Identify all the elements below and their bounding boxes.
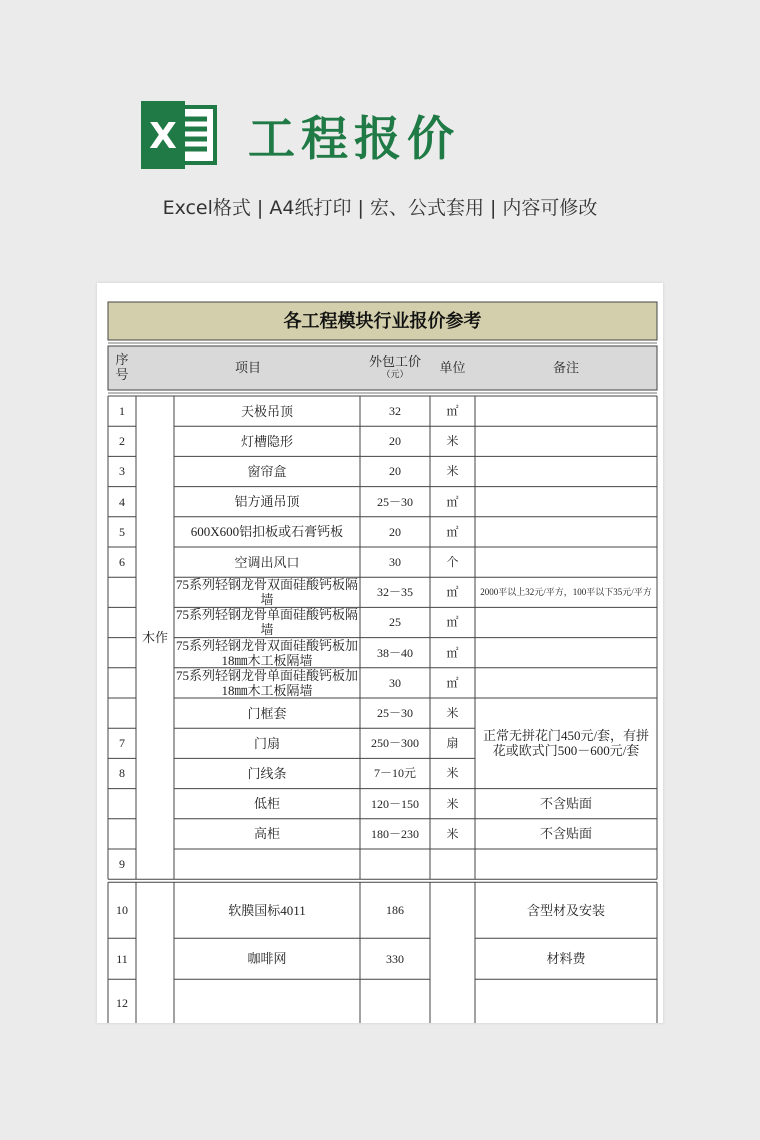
price-value xyxy=(360,979,430,1023)
row-number: 7 xyxy=(119,736,125,751)
price-value: 25 xyxy=(389,615,401,630)
item-name: 低柜 xyxy=(253,796,280,812)
price-value: 330 xyxy=(386,951,404,966)
category-wood: 木作 xyxy=(141,630,168,646)
note-value xyxy=(477,668,655,698)
row-number xyxy=(108,638,136,668)
header-unit: 单位 xyxy=(439,360,466,376)
price-value: 38－40 xyxy=(376,645,413,660)
price-value: 120－150 xyxy=(370,796,419,811)
price-value: 7－10元 xyxy=(373,766,416,781)
item-name: 灯槽隐形 xyxy=(240,433,293,449)
unit-value: ㎡ xyxy=(446,404,459,419)
row-number: 6 xyxy=(119,555,125,570)
door-note: 正常无拼花门450元/套，有拼花或欧式门500－600元/套 xyxy=(482,728,650,759)
unit-value: ㎡ xyxy=(446,524,459,539)
price-value: 25－30 xyxy=(376,494,413,509)
price-value: 30 xyxy=(389,555,401,570)
unit-value: ㎡ xyxy=(446,494,459,509)
price-value: 186 xyxy=(386,903,404,918)
row-number: 4 xyxy=(119,494,125,509)
item-name: 门框套 xyxy=(247,705,287,721)
price-value xyxy=(360,849,430,879)
note-value xyxy=(477,517,655,547)
unit-value: 个 xyxy=(446,555,459,570)
unit-value: 扇 xyxy=(446,736,459,751)
note-value: 2000平以上32元/平方，100平以下35元/平方 xyxy=(480,586,652,597)
price-value: 180－230 xyxy=(370,826,419,841)
header-item: 项目 xyxy=(234,360,261,376)
price-value: 20 xyxy=(389,434,401,449)
price-value: 250－300 xyxy=(370,736,419,751)
note-value: 不含贴面 xyxy=(539,796,592,812)
row-number xyxy=(108,577,136,607)
sheet-title: 各工程模块行业报价参考 xyxy=(283,310,482,332)
row-number: 9 xyxy=(119,857,125,872)
row-number: 11 xyxy=(116,951,128,966)
unit-value: 米 xyxy=(446,796,459,811)
item-name: 铝方通吊顶 xyxy=(234,494,300,510)
note-value xyxy=(477,426,655,456)
unit-value: ㎡ xyxy=(446,615,459,630)
header-seq: 序号 xyxy=(115,353,129,383)
item-name: 软膜国标4011 xyxy=(228,902,306,918)
row-number: 5 xyxy=(119,524,125,539)
item-name: 门扇 xyxy=(253,735,280,751)
unit-value: 米 xyxy=(446,434,459,449)
note-value xyxy=(477,638,655,668)
row-number xyxy=(108,789,136,819)
item-name: 咖啡网 xyxy=(247,951,287,967)
row-number: 2 xyxy=(119,434,125,449)
price-value: 30 xyxy=(389,675,401,690)
note-value xyxy=(477,456,655,486)
note-value xyxy=(477,487,655,517)
header-price-label: 外包工价 xyxy=(368,355,421,370)
unit-value xyxy=(430,849,475,879)
logo-letter: X xyxy=(149,116,177,157)
row-number: 8 xyxy=(119,766,125,781)
price-value: 32－35 xyxy=(376,585,413,600)
item-name: 75系列轻钢龙骨双面硅酸钙板隔墙 xyxy=(176,577,358,608)
header-price xyxy=(360,346,430,390)
item-name: 75系列轻钢龙骨单面硅酸钙板加18㎜木工板隔墙 xyxy=(176,667,358,698)
price-value: 20 xyxy=(389,464,401,479)
row-number xyxy=(108,819,136,849)
note-value xyxy=(477,547,655,577)
item-name: 75系列轻钢龙骨单面硅酸钙板隔墙 xyxy=(176,607,358,638)
note-value xyxy=(477,607,655,637)
row-number xyxy=(108,668,136,698)
note-value xyxy=(477,849,655,879)
item-name: 高柜 xyxy=(253,826,280,842)
unit-value: 米 xyxy=(446,766,459,781)
header-note: 备注 xyxy=(552,360,579,376)
row-number xyxy=(108,607,136,637)
note-value xyxy=(477,396,655,426)
spreadsheet-preview xyxy=(97,283,663,1023)
item-name: 窗帘盒 xyxy=(247,463,287,479)
unit-value: 米 xyxy=(446,706,459,721)
price-value: 25－30 xyxy=(376,706,413,721)
item-name: 天极吊顶 xyxy=(240,403,293,419)
item-name: 空调出风口 xyxy=(234,554,300,570)
page-title: 工程报价 xyxy=(248,112,460,167)
row-number: 12 xyxy=(116,996,128,1011)
item-name: 门线条 xyxy=(247,765,287,781)
item-name: 600X600铝扣板或石膏钙板 xyxy=(190,524,344,540)
note-value: 不含贴面 xyxy=(539,826,592,842)
price-value: 32 xyxy=(389,404,401,419)
unit-value: 米 xyxy=(446,464,459,479)
note-value xyxy=(475,979,657,1023)
note-value: 材料费 xyxy=(546,951,586,967)
item-name xyxy=(174,979,360,1023)
row-number: 3 xyxy=(119,464,125,479)
note-value: 含型材及安装 xyxy=(526,902,605,918)
item-name xyxy=(176,849,358,879)
row-number: 1 xyxy=(119,404,125,419)
header-price-unit: （元） xyxy=(381,370,409,380)
excel-logo-icon xyxy=(141,101,219,169)
row-number xyxy=(108,698,136,728)
unit-value: 米 xyxy=(446,826,459,841)
unit-value: ㎡ xyxy=(446,645,459,660)
row-number: 10 xyxy=(116,903,128,918)
page-subtitle: Excel格式 | A4纸打印 | 宏、公式套用 | 内容可修改 xyxy=(162,197,598,219)
unit-value: ㎡ xyxy=(446,675,459,690)
unit-value: ㎡ xyxy=(446,585,459,600)
item-name: 75系列轻钢龙骨双面硅酸钙板加18㎜木工板隔墙 xyxy=(176,637,358,668)
price-value: 20 xyxy=(389,524,401,539)
